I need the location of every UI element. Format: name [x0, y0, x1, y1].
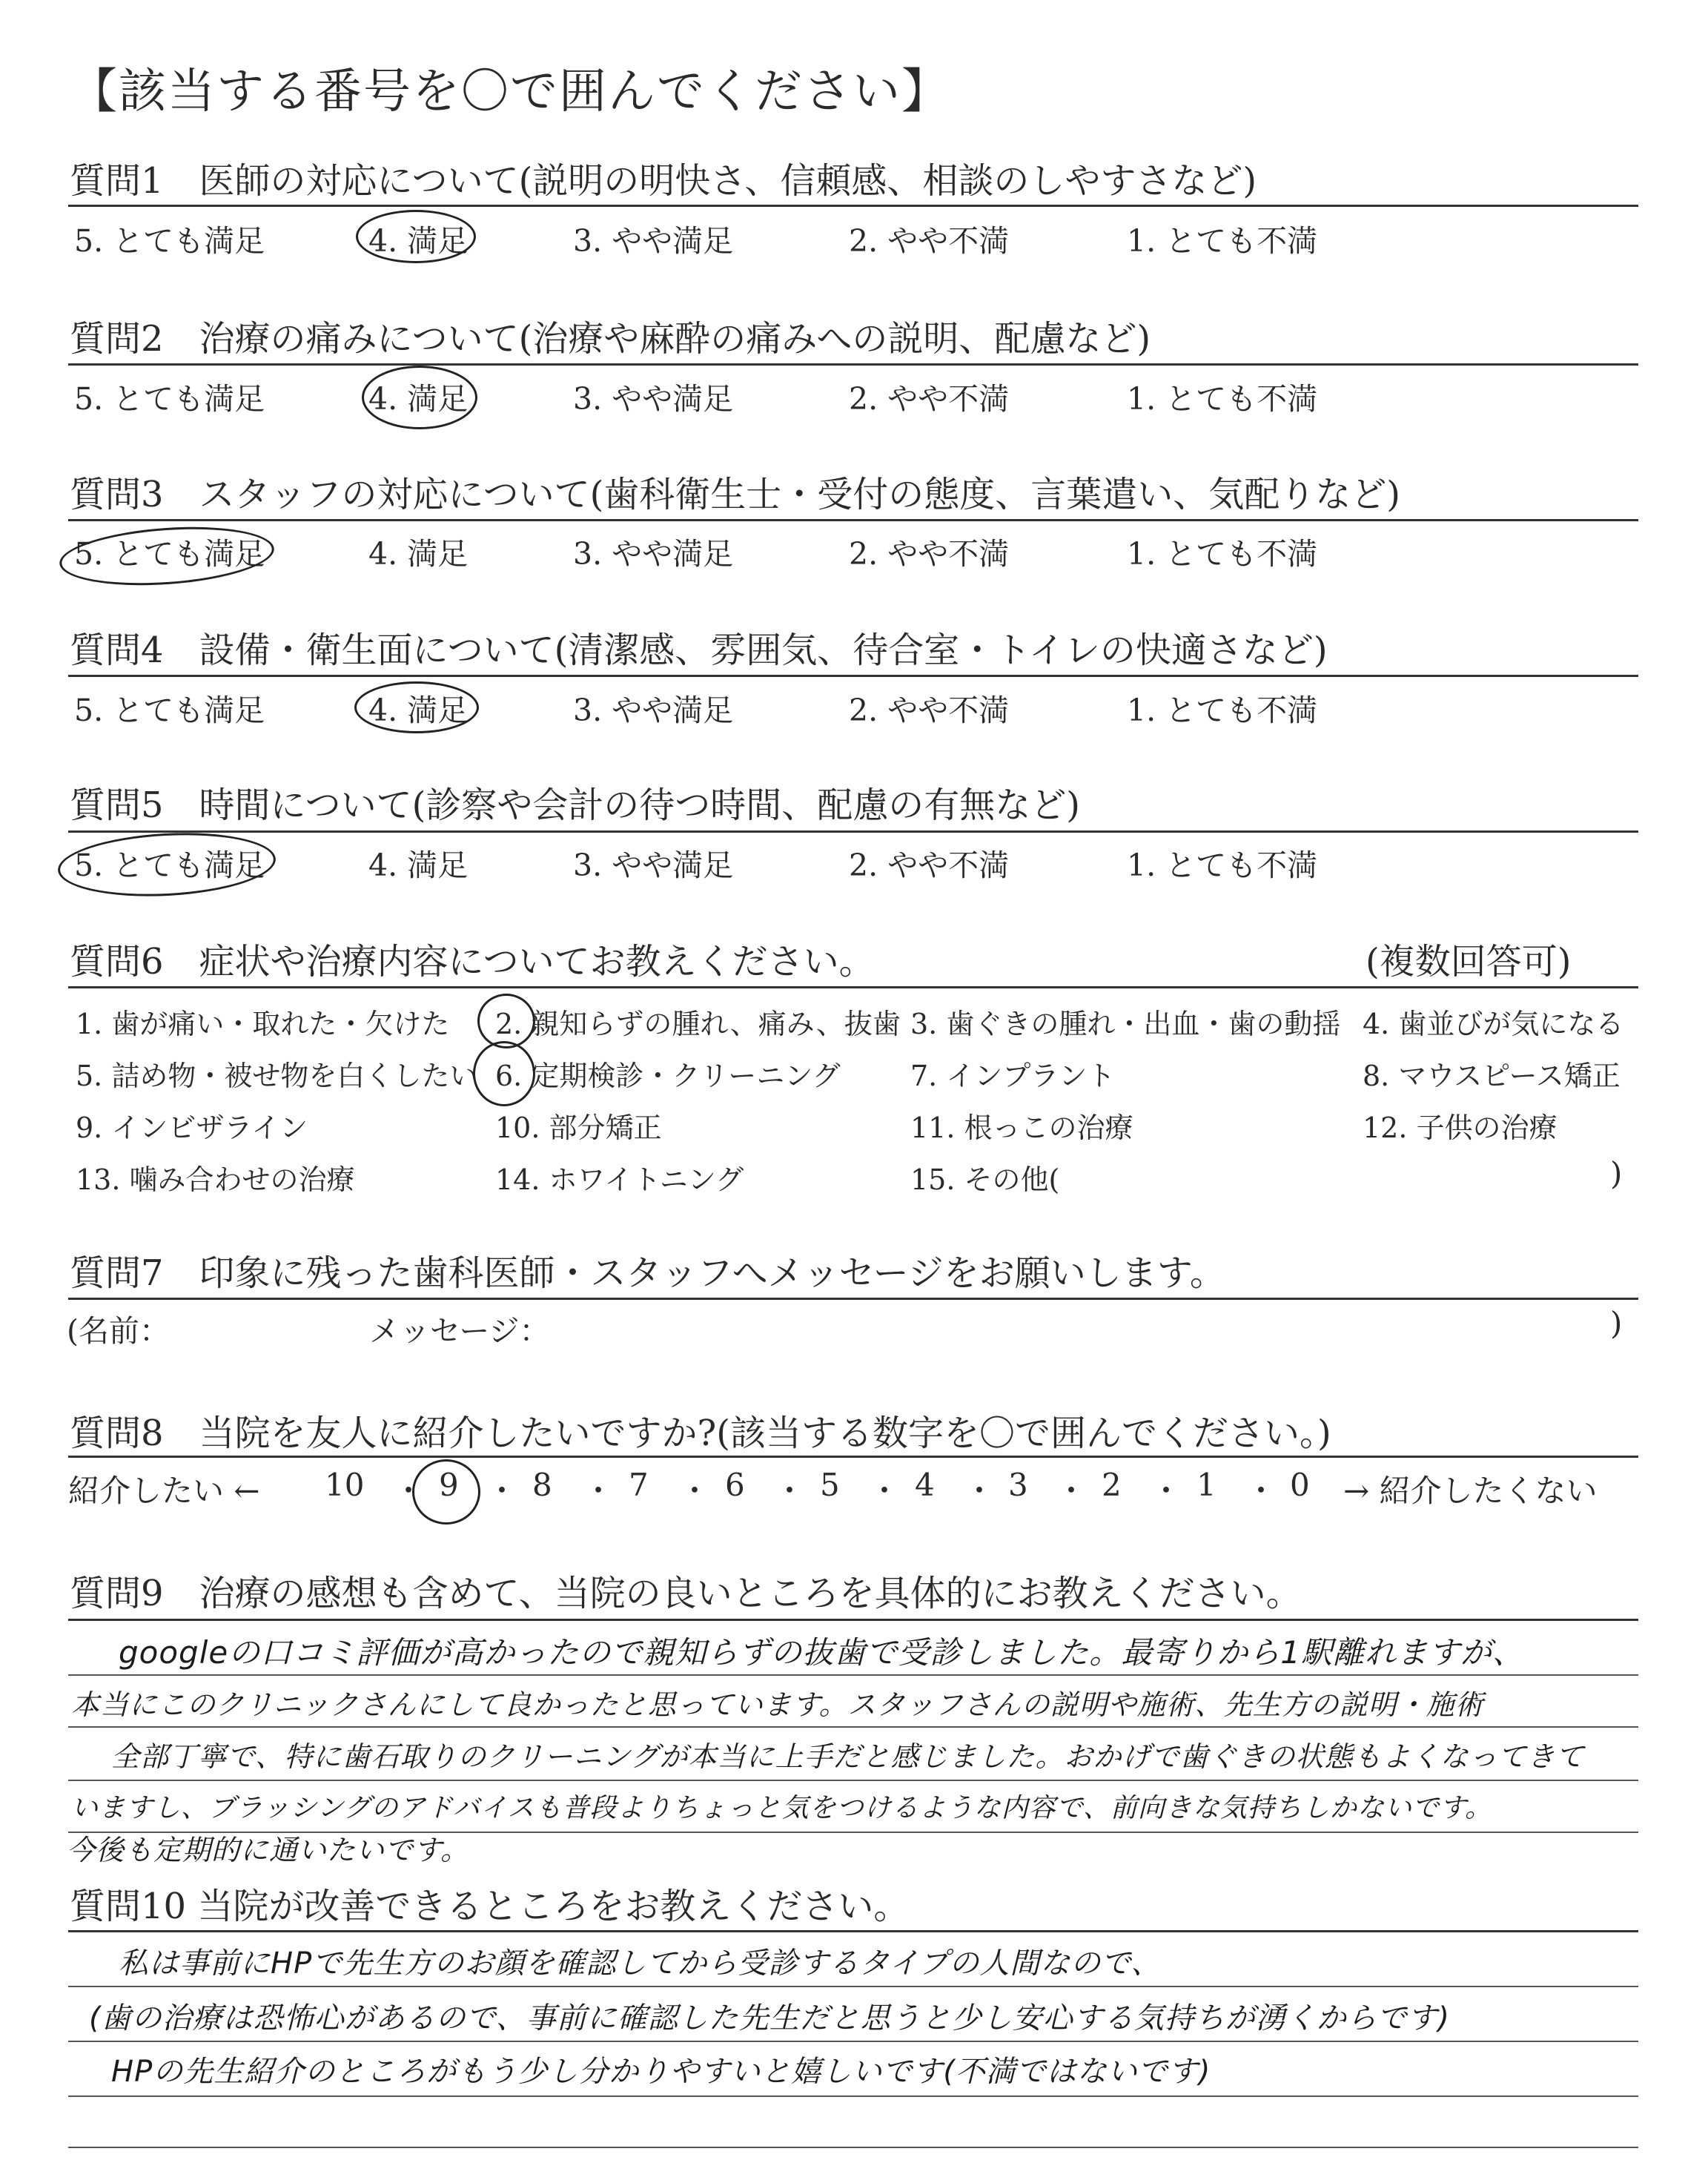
q8-sep-6: ・ [869, 1473, 901, 1509]
page-title: 【該当する番号を〇で囲んでください】 [70, 65, 950, 119]
q6-option-6[interactable]: 6. 定期検診・クリーニング [495, 1060, 841, 1092]
question-3-rule [68, 519, 1638, 521]
q2-option-2[interactable]: 2. やや不満 [849, 381, 1010, 417]
q10-line-rule-1 [68, 1986, 1638, 1987]
q8-selection-circle [412, 1459, 480, 1525]
question-9-title: 質問9 治療の感想も含めて、当院の良いところを具体的にお教えください。 [70, 1573, 1302, 1614]
q5-option-3[interactable]: 3. やや満足 [573, 848, 734, 883]
q5-option-1[interactable]: 1. とても不満 [1127, 848, 1318, 883]
q8-sep-4: ・ [679, 1473, 711, 1509]
q5-selection-circle [56, 828, 277, 901]
question-4-title: 質問4 設備・衛生面について(清潔感、雰囲気、待合室・トイレの快適さなど) [70, 630, 1328, 671]
question-8-rule [68, 1456, 1638, 1458]
q6-option-13[interactable]: 13. 噛み合わせの治療 [76, 1163, 355, 1196]
question-3-title: 質問3 スタッフの対応について(歯科衛生士・受付の態度、言葉遣い、気配りなど) [70, 474, 1401, 515]
q10-answer-line-2: (歯の治療は恐怖心があるので、事前に確認した先生だと思うと少し安心する気持ちが湧くからです) [89, 2001, 1451, 2035]
q8-scale-7[interactable]: 7 [629, 1467, 649, 1503]
q8-sep-1: ・ [393, 1473, 425, 1509]
question-7-rule [68, 1298, 1638, 1300]
q9-line-rule-1 [68, 1674, 1638, 1676]
q8-scale-9[interactable]: 9 [439, 1467, 459, 1503]
question-5-title: 質問5 時間について(診察や会計の待つ時間、配慮の有無など) [70, 785, 1081, 826]
question-1-title: 質問1 医師の対応について(説明の明快さ、信頼感、相談のしやすさなど) [70, 160, 1257, 202]
q1-selection-circle [356, 210, 476, 263]
q6-selection-circle-6 [473, 1041, 535, 1106]
q3-option-2[interactable]: 2. やや不満 [849, 536, 1010, 572]
q8-sep-5: ・ [774, 1473, 806, 1509]
q4-option-5[interactable]: 5. とても満足 [74, 693, 265, 728]
q9-answer-line-4: いますし、ブラッシングのアドバイスも普段よりちょっと気をつけるような内容で、前向きな気持ちしかないです。 [71, 1793, 1492, 1823]
q6-option-11[interactable]: 11. 根っこの治療 [910, 1112, 1133, 1144]
q8-scale-0[interactable]: 0 [1290, 1467, 1310, 1503]
q6-option-2[interactable]: 2. 親知らずの腫れ、痛み、抜歯 [495, 1008, 901, 1040]
q8-sep-10: ・ [1245, 1473, 1277, 1509]
q9-answer-line-5: 今後も定期的に通いたいです。 [67, 1834, 469, 1866]
q4-option-3[interactable]: 3. やや満足 [573, 693, 734, 728]
q8-scale-1[interactable]: 1 [1196, 1467, 1217, 1503]
q6-other-close-paren: ) [1610, 1155, 1623, 1192]
q10-answer-line-3: HPの先生紹介のところがもう少し分かりやすいと嬉しいです(不満ではないです) [111, 2055, 1211, 2089]
q6-option-3[interactable]: 3. 歯ぐきの腫れ・出血・歯の動揺 [910, 1008, 1341, 1040]
q10-line-rule-2 [68, 2041, 1638, 2042]
q8-scale-5[interactable]: 5 [820, 1467, 840, 1503]
question-7-title: 質問7 印象に残った歯科医師・スタッフへメッセージをお願いします。 [70, 1252, 1225, 1294]
q5-option-4[interactable]: 4. 満足 [368, 848, 469, 883]
question-6-title: 質問6 症状や治療内容についてお教えください。 [70, 941, 875, 982]
q4-option-1[interactable]: 1. とても不満 [1127, 693, 1318, 728]
question-4-rule [68, 675, 1638, 677]
q4-selection-circle [354, 681, 479, 733]
q8-scale-8[interactable]: 8 [532, 1467, 552, 1503]
question-5-rule [68, 830, 1638, 833]
q8-scale-3[interactable]: 3 [1008, 1467, 1028, 1503]
q6-option-12[interactable]: 12. 子供の治療 [1363, 1112, 1558, 1144]
q8-sep-9: ・ [1151, 1473, 1182, 1509]
q8-scale-10[interactable]: 10 [325, 1467, 365, 1503]
q4-option-4[interactable]: 4. 満足 [368, 693, 469, 728]
q8-left-label: 紹介したい ← [68, 1473, 260, 1509]
q8-sep-3: ・ [583, 1473, 615, 1509]
q5-option-5[interactable]: 5. とても満足 [74, 848, 265, 883]
question-10-title: 質問10 当院が改善できるところをお教えください。 [70, 1886, 910, 1927]
q7-message-label: メッセージ： [369, 1313, 550, 1349]
q4-option-2[interactable]: 2. やや不満 [849, 693, 1010, 728]
question-6-rule [68, 986, 1638, 988]
q8-sep-2: ・ [486, 1473, 518, 1509]
q2-option-1[interactable]: 1. とても不満 [1127, 381, 1318, 417]
q10-line-rule-4 [68, 2147, 1638, 2148]
q6-option-14[interactable]: 14. ホワイトニング [495, 1163, 744, 1196]
q8-scale-4[interactable]: 4 [915, 1467, 935, 1503]
q7-name-label: (名前： [67, 1313, 170, 1349]
q1-option-2[interactable]: 2. やや不満 [849, 223, 1010, 259]
q9-answer-line-2: 本当にこのクリニックさんにして良かったと思っています。スタッフさんの説明や施術、先生方の説明・施術 [71, 1688, 1484, 1721]
q6-option-4[interactable]: 4. 歯並びが気になる [1363, 1008, 1624, 1040]
q6-option-10[interactable]: 10. 部分矯正 [495, 1112, 662, 1144]
q8-right-label: → 紹介したくない [1343, 1473, 1598, 1509]
q7-close-paren: ) [1610, 1305, 1623, 1341]
q6-option-8[interactable]: 8. マウスピース矯正 [1363, 1060, 1621, 1092]
q6-selection-circle-2 [477, 994, 535, 1048]
q5-option-2[interactable]: 2. やや不満 [849, 848, 1010, 883]
q9-line-rule-3 [68, 1780, 1638, 1781]
q3-option-3[interactable]: 3. やや満足 [573, 536, 734, 572]
q9-line-rule-2 [68, 1726, 1638, 1728]
q6-option-9[interactable]: 9. インビザライン [76, 1112, 308, 1144]
q10-line-rule-3 [68, 2095, 1638, 2097]
q9-answer-line-3: 全部丁寧で、特に歯石取りのクリーニングが本当に上手だと感じました。おかげで歯ぐきの状態もよくなってきて [111, 1740, 1585, 1773]
q1-option-3[interactable]: 3. やや満足 [573, 223, 734, 259]
q1-option-1[interactable]: 1. とても不満 [1127, 223, 1318, 259]
q2-option-3[interactable]: 3. やや満足 [573, 381, 734, 417]
q9-answer-line-1: googleの口コミ評価が高かったので親知らずの抜歯で受診しました。最寄りから1駅離れますが、 [119, 1634, 1524, 1671]
question-2-rule [68, 363, 1638, 366]
q3-option-1[interactable]: 1. とても不満 [1127, 536, 1318, 572]
question-6-note: (複数回答可) [1366, 941, 1572, 982]
q1-option-5[interactable]: 5. とても満足 [74, 223, 265, 259]
question-2-title: 質問2 治療の痛みについて(治療や麻酔の痛みへの説明、配慮など) [70, 318, 1151, 360]
question-10-rule [68, 1930, 1638, 1932]
q2-option-4[interactable]: 4. 満足 [368, 381, 469, 417]
q3-option-4[interactable]: 4. 満足 [368, 536, 469, 572]
q10-answer-line-1: 私は事前にHPで先生方のお顔を確認してから受診するタイプの人間なので、 [119, 1946, 1162, 1981]
q8-scale-6[interactable]: 6 [725, 1467, 745, 1503]
q8-sep-7: ・ [964, 1473, 996, 1509]
q6-option-1[interactable]: 1. 歯が痛い・取れた・欠けた [76, 1008, 450, 1040]
q8-sep-8: ・ [1056, 1473, 1088, 1509]
q2-option-5[interactable]: 5. とても満足 [74, 381, 265, 417]
question-8-title: 質問8 当院を友人に紹介したいですか?(該当する数字を〇で囲んでください。) [70, 1413, 1331, 1454]
q3-option-5[interactable]: 5. とても満足 [74, 536, 265, 572]
q1-option-4[interactable]: 4. 満足 [368, 223, 469, 259]
q6-option-5[interactable]: 5. 詰め物・被せ物を白くしたい [76, 1060, 478, 1092]
q6-option-15[interactable]: 15. その他( [910, 1163, 1060, 1196]
q8-scale-2[interactable]: 2 [1102, 1467, 1122, 1503]
q2-selection-circle [362, 366, 477, 429]
question-1-rule [68, 205, 1638, 207]
q6-option-7[interactable]: 7. インプラント [910, 1060, 1116, 1092]
question-9-rule [68, 1619, 1638, 1621]
